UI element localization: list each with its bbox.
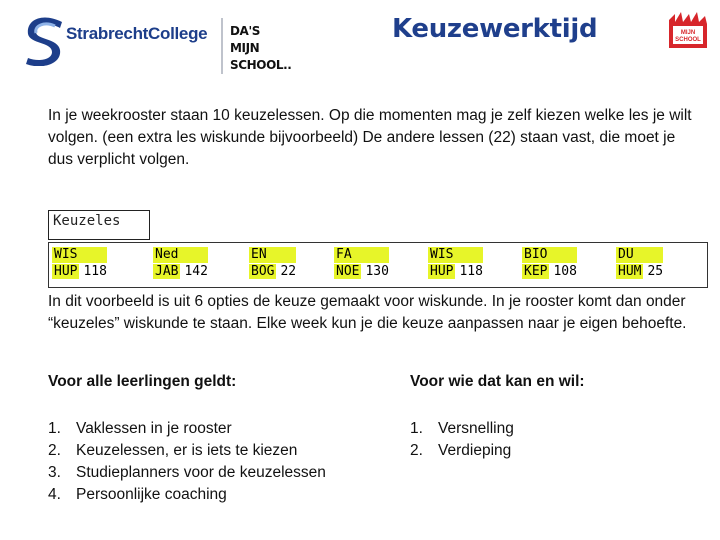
keuzeles-cell xyxy=(428,247,483,280)
header-divider xyxy=(221,18,223,74)
cell-subject: WIS xyxy=(428,247,483,263)
keuzeles-cell xyxy=(249,247,296,280)
mijn-school-line: MIJN xyxy=(230,41,260,55)
cell-room: 130 xyxy=(365,264,389,279)
keuzeles-cell xyxy=(52,247,107,280)
list-item-label: Verdieping xyxy=(438,442,512,459)
cell-teacher-code: JAB xyxy=(155,264,179,279)
example-paragraph: In dit voorbeeld is uit 6 opties de keuze gemaakt voor wiskunde. In je rooster komt dan onder “keuzeles” wiskunde te staan. Elke week kun je die keuze aanpassen naar je eigen behoefte. xyxy=(48,293,687,332)
keuzeles-cell xyxy=(153,247,208,280)
cell-subject: BIO xyxy=(522,247,577,263)
svg-text:SCHOOL: SCHOOL xyxy=(675,37,701,43)
list-item: 2. Verdieping xyxy=(410,440,514,462)
list-item-label: Keuzelessen, er is iets te kiezen xyxy=(76,442,298,459)
svg-text:MIJN: MIJN xyxy=(680,30,696,36)
keuzeles-cell xyxy=(334,247,389,280)
cell-room: 22 xyxy=(280,264,297,279)
cell-teacher-code: BOG xyxy=(251,264,275,279)
cell-subject: EN xyxy=(249,247,296,263)
list-item: 2. Keuzelessen, er is iets te kiezen xyxy=(48,440,326,462)
mijn-school-logo xyxy=(230,23,300,74)
cell-room: 118 xyxy=(459,264,483,279)
list-item-label: Versnelling xyxy=(438,420,514,437)
keuzeles-cell xyxy=(616,247,663,280)
keuzeles-title: Keuzeles xyxy=(53,213,121,229)
strabrecht-s-logo-icon xyxy=(22,14,66,66)
cell-subject: Ned xyxy=(153,247,208,263)
cell-subject: FA xyxy=(334,247,389,263)
mijn-school-line: DA'S xyxy=(230,24,260,38)
school-logo-text: StrabrechtCollege xyxy=(66,24,208,43)
list-item: 4. Persoonlijke coaching xyxy=(48,484,326,506)
intro-paragraph: In je weekrooster staan 10 keuzelessen. Op die momenten mag je zelf kiezen welke les je wilt volgen. (een extra les wiskunde bijvoorbeeld) De andere lessen (22) staan vast, die moet je dus verplicht volgen. xyxy=(48,107,692,168)
keuzeles-cell xyxy=(522,247,577,280)
cell-teacher-code: HUM xyxy=(618,264,642,279)
list-item-label: Studieplanners voor de keuzelessen xyxy=(76,464,326,481)
right-column-heading: Voor wie dat kan en wil: xyxy=(410,373,585,390)
cell-subject: WIS xyxy=(52,247,107,263)
cell-subject: DU xyxy=(616,247,663,263)
left-column-list xyxy=(48,418,326,506)
cell-teacher-code: KEP xyxy=(524,264,548,279)
cell-room: 25 xyxy=(647,264,664,279)
cell-room: 108 xyxy=(553,264,577,279)
cell-teacher-code: HUP xyxy=(54,264,78,279)
list-item: 3. Studieplanners voor de keuzelessen xyxy=(48,462,326,484)
cell-room: 142 xyxy=(184,264,208,279)
list-item: 1. Vaklessen in je rooster xyxy=(48,418,326,440)
list-item-label: Vaklessen in je rooster xyxy=(76,420,232,437)
mijn-school-line: SCHOOL.. xyxy=(230,58,292,72)
page-title: Keuzewerktijd xyxy=(392,14,598,44)
left-column-heading: Voor alle leerlingen geldt: xyxy=(48,373,237,390)
right-column-list xyxy=(410,418,514,462)
cell-teacher-code: NOE xyxy=(336,264,360,279)
cell-teacher-code: HUP xyxy=(430,264,454,279)
mijn-school-badge-icon xyxy=(665,10,711,50)
cell-room: 118 xyxy=(83,264,107,279)
list-item-label: Persoonlijke coaching xyxy=(76,486,227,503)
list-item: 1. Versnelling xyxy=(410,418,514,440)
